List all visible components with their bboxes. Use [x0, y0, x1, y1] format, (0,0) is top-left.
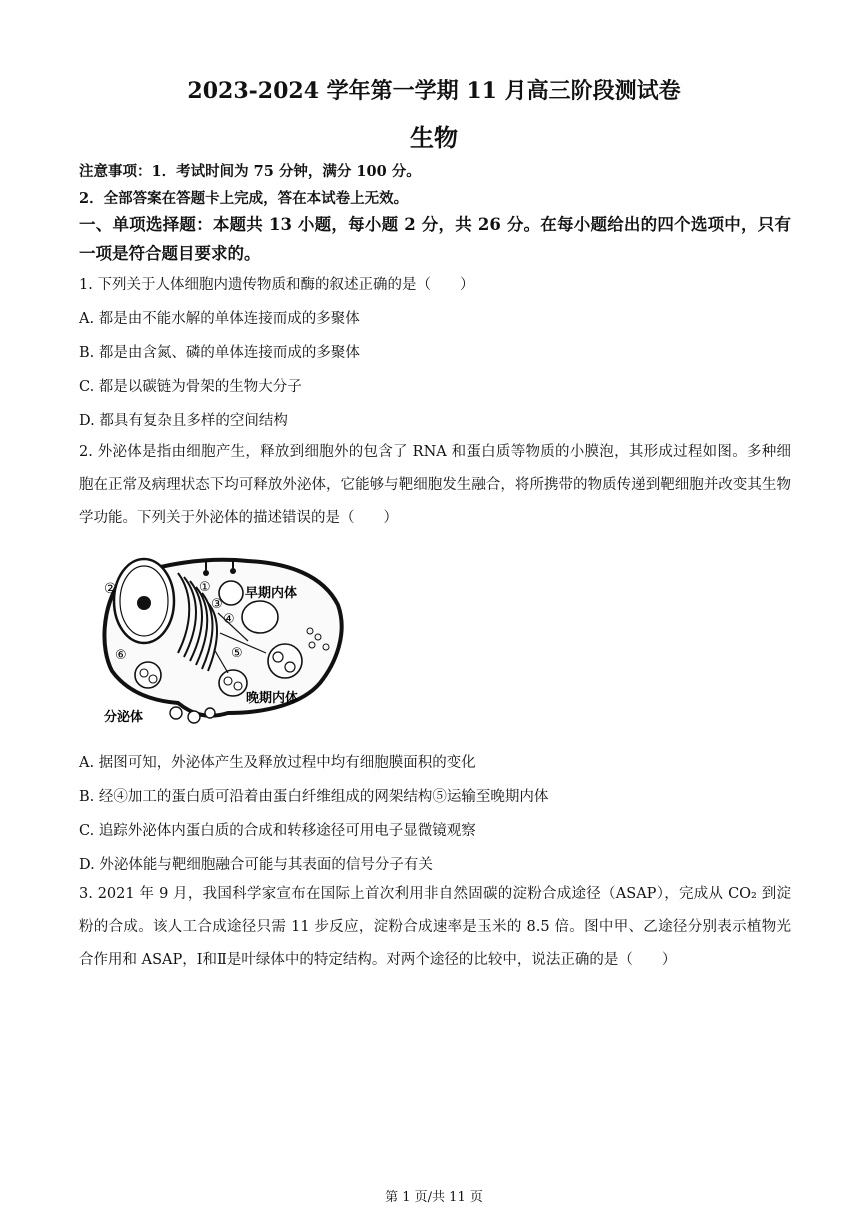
question-3-stem: 3. 2021 年 9 月，我国科学家宣布在国际上首次利用非自然固碳的淀粉合成途径（ASAP），完成从 CO₂ 到淀粉的合成。该人工合成途径只需 11 步反应，淀粉合成速率是玉米的 8.5 倍。图中甲、乙途径分别表示植物光合作用和 ASAP，Ⅰ和Ⅱ是叶绿体中的特定结构。对两个途径的比较中，说法正确的是（ ）: [79, 886, 791, 968]
figure-number-5: ⑤: [231, 646, 243, 661]
page-footer: 第 1 页/共 11 页: [385, 1190, 483, 1205]
cell-diagram: [98, 553, 348, 725]
question-1-option-d: D. 都具有复杂且多样的空间结构: [79, 413, 288, 429]
figure-number-3: ③: [211, 597, 223, 612]
figure-number-4: ④: [223, 612, 235, 627]
figure-label-exosome: 分泌体: [104, 710, 144, 725]
notes-line-1: 注意事项：1．考试时间为 75 分钟，满分 100 分。: [79, 163, 421, 180]
question-2-option-d: D. 外泌体能与靶细胞融合可能与其表面的信号分子有关: [79, 857, 433, 873]
question-1-option-b: B. 都是由含氮、磷的单体连接而成的多聚体: [79, 345, 360, 361]
question-1-stem: 1. 下列关于人体细胞内遗传物质和酶的叙述正确的是（ ）: [79, 277, 475, 293]
notes-line-2: 2．全部答案在答题卡上完成，答在本试卷上无效。: [79, 190, 409, 207]
section-heading: 一、单项选择题：本题共 13 小题，每小题 2 分，共 26 分。在每小题给出的四个选项中，只有一项是符合题目要求的。: [79, 215, 791, 263]
question-2-stem: 2. 外泌体是指由细胞产生，释放到细胞外的包含了 RNA 和蛋白质等物质的小膜泡，其形成过程如图。多种细胞在正常及病理状态下均可释放外泌体，它能够与靶细胞发生融合，将所携带的物质传递到靶细胞并改变其生物学功能。下列关于外泌体的描述错误的是（ ）: [79, 444, 791, 526]
question-2-option-b: B. 经④加工的蛋白质可沿着由蛋白纤维组成的网架结构⑤运输至晚期内体: [79, 789, 549, 805]
figure-number-2: ②: [104, 581, 117, 597]
question-2-option-a: A. 据图可知，外泌体产生及释放过程中均有细胞膜面积的变化: [79, 755, 476, 771]
question-1-option-c: C. 都是以碳链为骨架的生物大分子: [79, 379, 302, 395]
figure-label-late-endosome: 晚期内体: [246, 691, 299, 706]
figure-number-1: ①: [199, 580, 211, 595]
exam-title: 2023-2024 学年第一学期 11 月高三阶段测试卷: [187, 78, 681, 104]
figure-number-6: ⑥: [115, 648, 127, 663]
question-2-option-c: C. 追踪外泌体内蛋白质的合成和转移途径可用电子显微镜观察: [79, 823, 476, 839]
question-1-option-a: A. 都是由不能水解的单体连接而成的多聚体: [79, 311, 360, 327]
figure-label-early-endosome: 早期内体: [245, 586, 298, 601]
exosome-figure: [98, 553, 348, 725]
subject-title: 生物: [410, 123, 458, 152]
